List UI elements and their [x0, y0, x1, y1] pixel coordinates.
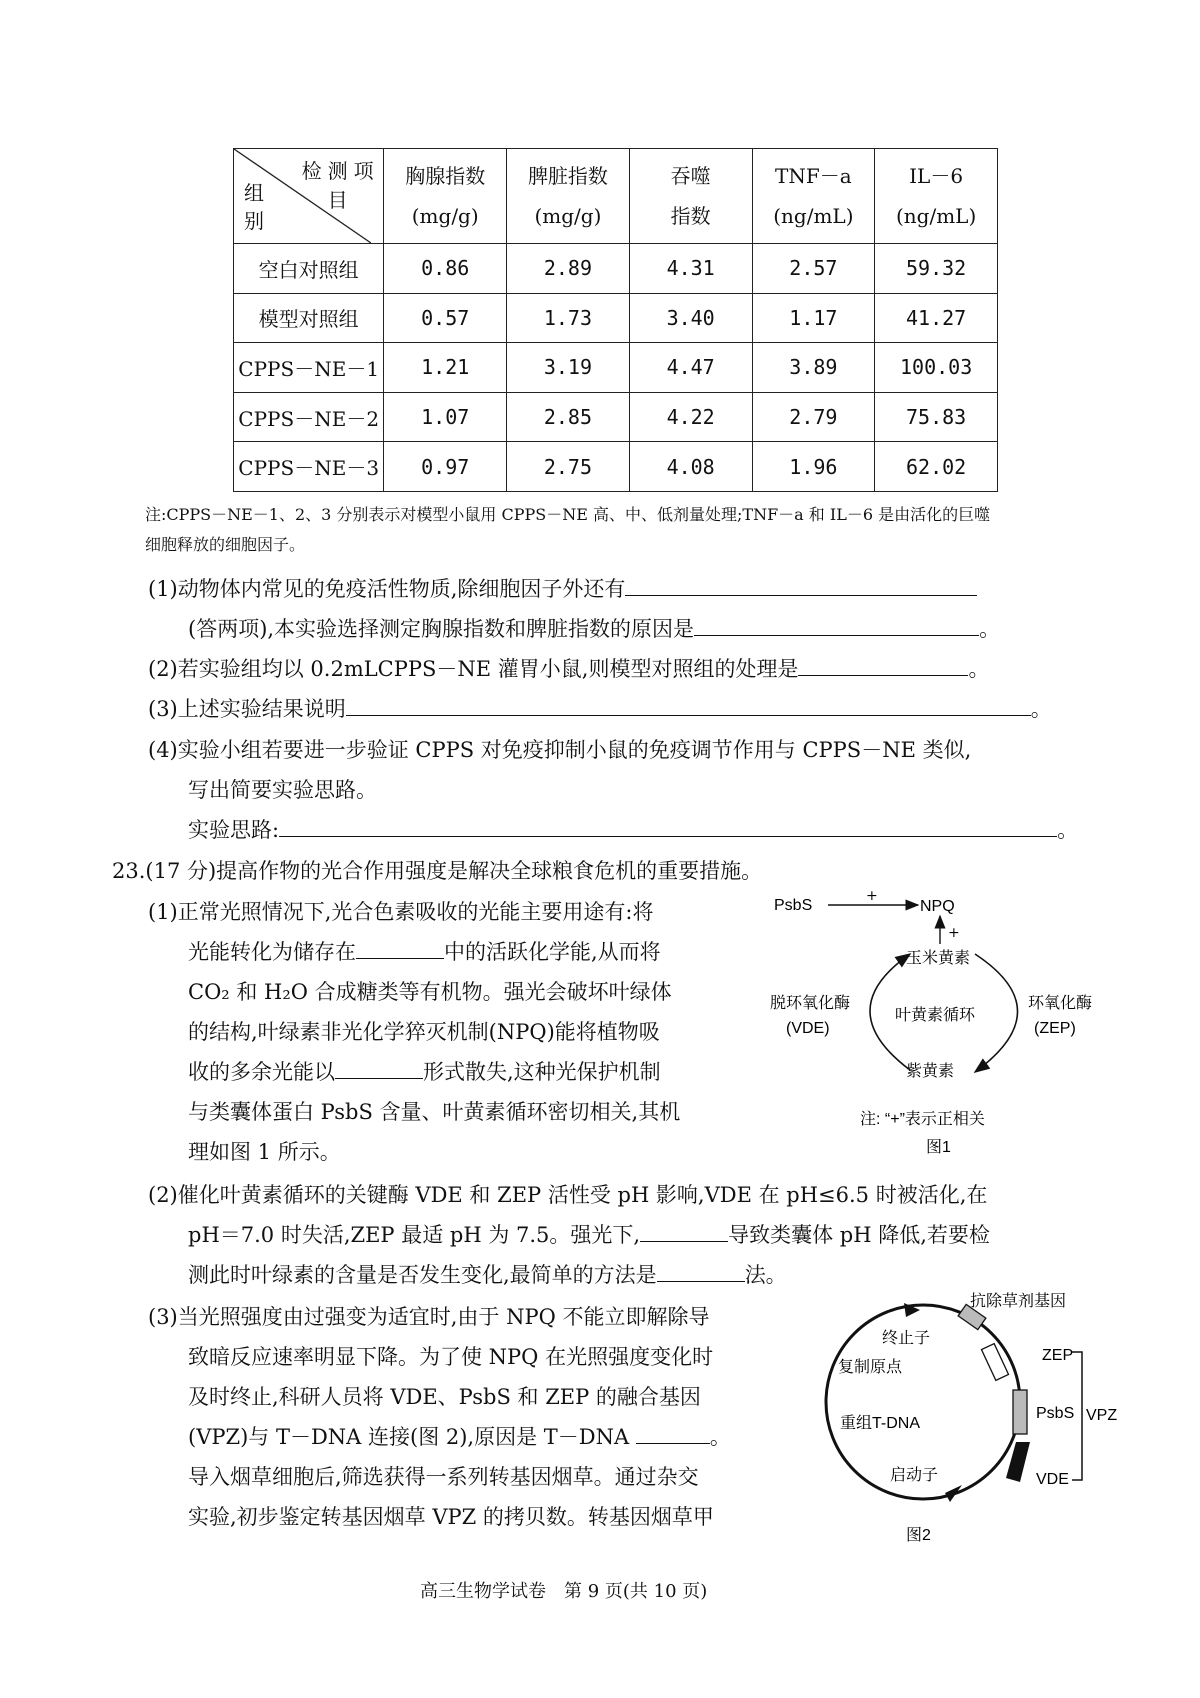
- p3-line3: 及时终止,科研人员将 VDE、PsbS 和 ZEP 的融合基因: [188, 1385, 701, 1409]
- figure-2: [820, 1290, 1120, 1550]
- p3-line5: 导入烟草细胞后,筛选获得一系列转基因烟草。通过杂交: [188, 1465, 699, 1489]
- p1-line7: 理如图 1 所示。: [188, 1140, 341, 1164]
- cycle-label: 叶黄素循环: [895, 1007, 976, 1024]
- cell: 41.27: [875, 293, 998, 343]
- q1-line2: (答两项),本实验选择测定胸腺指数和脾脏指数的原因是 。: [188, 617, 1001, 641]
- answer-blank[interactable]: [279, 818, 1057, 837]
- p1-line1: (1)正常光照情况下,光合色素吸收的光能主要用途有:将: [148, 900, 654, 924]
- zep-label: ZEP: [1042, 1347, 1074, 1364]
- p3-line1: (3)当光照强度由过强变为适宜时,由于 NPQ 不能立即解除导: [148, 1305, 710, 1329]
- cell: 1.07: [384, 392, 507, 442]
- cell: 2.57: [752, 244, 875, 294]
- tdna-label: 重组T-DNA: [840, 1415, 921, 1432]
- row-group: CPPS－NE－2: [234, 392, 384, 442]
- row-group: CPPS－NE－1: [234, 343, 384, 393]
- vde-abbr: (VDE): [786, 1020, 830, 1037]
- cell: 4.22: [629, 392, 752, 442]
- cell: 59.32: [875, 244, 998, 294]
- cell: 2.75: [507, 442, 630, 492]
- row-group: CPPS－NE－3: [234, 442, 384, 492]
- plus-sign: +: [866, 890, 878, 904]
- p1-line5: 收的多余光能以 形式散失,这种光保护机制: [188, 1060, 661, 1084]
- cell: 0.57: [384, 293, 507, 343]
- cell: 0.86: [384, 244, 507, 294]
- q2-line: (2)若实验组均以 0.2mLCPPS－NE 灌胃小鼠,则模型对照组的处理是 。: [148, 657, 990, 681]
- cell: 100.03: [875, 343, 998, 393]
- col-header-phagocytic: 吞噬 指数: [629, 149, 752, 244]
- p1-line3: CO₂ 和 H₂O 合成糖类等有机物。强光会破坏叶绿体: [188, 980, 672, 1004]
- table-note-line2: 细胞释放的细胞因子。: [145, 535, 306, 554]
- answer-blank[interactable]: [636, 1425, 710, 1444]
- cell: 75.83: [875, 392, 998, 442]
- psbs-segment: [1013, 1390, 1027, 1434]
- answer-blank[interactable]: [657, 1263, 745, 1282]
- zep-arc-arrow: [975, 954, 1018, 1072]
- table-header-row: [234, 149, 998, 244]
- cell: 4.31: [629, 244, 752, 294]
- npq-label: NPQ: [920, 898, 955, 915]
- col-header-tnf: TNF－a (ng/mL): [752, 149, 875, 244]
- cell: 2.89: [507, 244, 630, 294]
- table-row: [234, 442, 998, 492]
- cell: 3.19: [507, 343, 630, 393]
- col-header-thymus: 胸腺指数 (mg/g): [384, 149, 507, 244]
- cell: 4.08: [629, 442, 752, 492]
- fig1-note: 注: “+”表示正相关: [860, 1111, 985, 1128]
- cell: 1.21: [384, 343, 507, 393]
- cell: 3.40: [629, 293, 752, 343]
- cell: 1.73: [507, 293, 630, 343]
- row-group: 模型对照组: [234, 293, 384, 343]
- p3-line4: (VPZ)与 T－DNA 连接(图 2),原因是 T－DNA 。: [188, 1425, 731, 1449]
- cell: 2.85: [507, 392, 630, 442]
- vde-label: VDE: [1036, 1471, 1069, 1488]
- p2-line2: pH＝7.0 时失活,ZEP 最适 pH 为 7.5。强光下, 导致类囊体 pH 降低,若要检: [188, 1223, 990, 1247]
- p1-line4: 的结构,叶绿素非光化学猝灭机制(NPQ)能将植物吸: [188, 1020, 660, 1044]
- q3-line: (3)上述实验结果说明 。: [148, 697, 1052, 721]
- table-row: [234, 343, 998, 393]
- page-footer: 高三生物学试卷 第 9 页(共 10 页): [420, 1581, 708, 1602]
- answer-blank[interactable]: [798, 657, 968, 676]
- answer-blank[interactable]: [625, 577, 977, 596]
- answer-blank[interactable]: [335, 1060, 423, 1079]
- herbicide-gene-label: 抗除草剂基因: [970, 1293, 1067, 1310]
- table-row: [234, 244, 998, 294]
- cell: 4.47: [629, 343, 752, 393]
- p3-line2: 致暗反应速率明显下降。为了使 NPQ 在光照强度变化时: [188, 1345, 714, 1369]
- terminator-label: 终止子: [882, 1330, 931, 1347]
- answer-blank[interactable]: [356, 940, 444, 959]
- vpz-label: VPZ: [1086, 1407, 1118, 1424]
- cell: 0.97: [384, 442, 507, 492]
- q4-line1: (4)实验小组若要进一步验证 CPPS 对免疫抑制小鼠的免疫调节作用与 CPPS－NE 类似,: [148, 738, 972, 762]
- col-header-spleen: 脾脏指数 (mg/g): [507, 149, 630, 244]
- answer-blank[interactable]: [640, 1223, 728, 1242]
- violaxanthin-label: 紫黄素: [906, 1063, 955, 1080]
- origin-label: 复制原点: [838, 1359, 903, 1376]
- cell: 1.96: [752, 442, 875, 492]
- promoter-label: 启动子: [890, 1467, 939, 1484]
- q4-line3: 实验思路: 。: [188, 818, 1079, 842]
- cell: 3.89: [752, 343, 875, 393]
- cell: 62.02: [875, 442, 998, 492]
- table-note-line1: 注:CPPS－NE－1、2、3 分别表示对模型小鼠用 CPPS－NE 高、中、低剂量处理;TNF－a 和 IL－6 是由活化的巨噬: [145, 505, 991, 524]
- cell: 1.17: [752, 293, 875, 343]
- table-corner-cell: [234, 149, 384, 244]
- row-group: 空白对照组: [234, 244, 384, 294]
- corner-top-label: 检测项目: [301, 159, 380, 212]
- fig1-caption: 图1: [926, 1139, 951, 1156]
- p1-line6: 与类囊体蛋白 PsbS 含量、叶黄素循环密切相关,其机: [188, 1100, 681, 1124]
- p2-line1: (2)催化叶黄素循环的关键酶 VDE 和 ZEP 活性受 pH 影响,VDE 在 pH≤6.5 时被活化,在: [148, 1183, 988, 1207]
- q1-line1: (1)动物体内常见的免疫活性物质,除细胞因子外还有: [148, 577, 977, 601]
- psbs-label: PsbS: [774, 897, 813, 914]
- fig2-caption: 图2: [906, 1527, 931, 1544]
- table-row: [234, 293, 998, 343]
- zep-abbr: (ZEP): [1034, 1020, 1076, 1037]
- q23-title: 23.(17 分)提高作物的光合作用强度是解决全球粮食危机的重要措施。: [112, 859, 763, 883]
- q4-line2: 写出简要实验思路。: [188, 778, 377, 802]
- p1-line2: 光能转化为储存在 中的活跃化学能,从而将: [188, 940, 661, 964]
- cell: 2.79: [752, 392, 875, 442]
- answer-blank[interactable]: [346, 697, 1031, 716]
- p3-line6: 实验,初步鉴定转基因烟草 VPZ 的拷贝数。转基因烟草甲: [188, 1505, 714, 1529]
- results-table: [233, 148, 998, 492]
- col-header-il6: IL－6 (ng/mL): [875, 149, 998, 244]
- zeaxanthin-label: 玉米黄素: [906, 950, 971, 967]
- vde-name: 脱环氧化酶: [770, 995, 851, 1012]
- p2-line3: 测此时叶绿素的含量是否发生变化,最简单的方法是 法。: [188, 1263, 787, 1287]
- psbs-label: PsbS: [1036, 1405, 1075, 1422]
- figure-1: [770, 890, 1120, 1180]
- zep-name: 环氧化酶: [1028, 995, 1093, 1012]
- plus-sign: +: [948, 925, 960, 941]
- corner-bottom-label: 组别: [244, 181, 264, 233]
- table-row: [234, 392, 998, 442]
- answer-blank[interactable]: [694, 617, 979, 636]
